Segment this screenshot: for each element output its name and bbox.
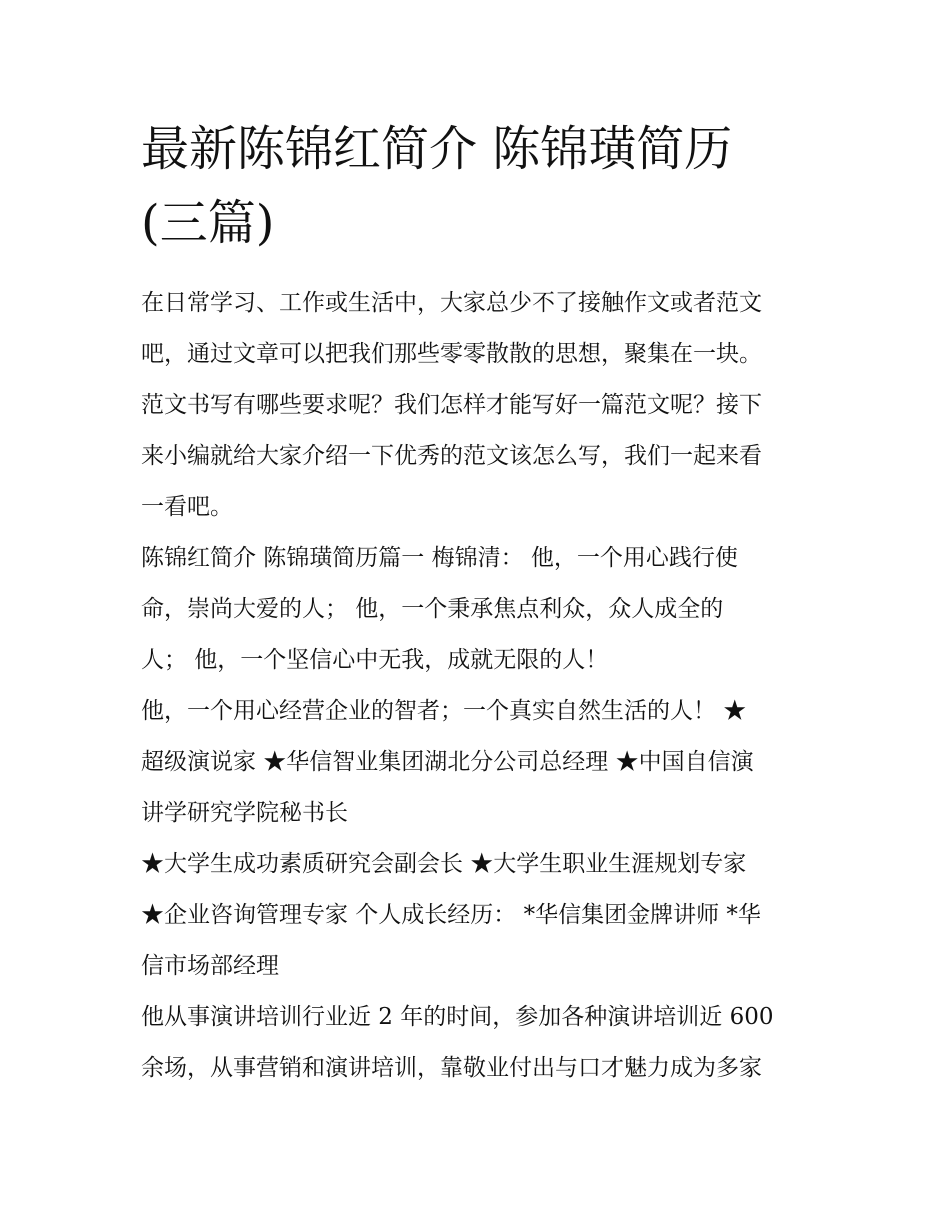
text-line: 吧，通过文章可以把我们那些零零散散的思想，聚集在一块。: [141, 341, 762, 367]
document-body: [141, 278, 821, 1094]
text-line: 他，一个用心经营企业的智者；一个真实自然生活的人！ ★: [141, 698, 747, 724]
paragraph-profile: [141, 533, 821, 686]
text-line: 人； 他，一个坚信心中无我，成就无限的人！: [141, 647, 609, 673]
text-line: 陈锦红简介 陈锦璜简历篇一 梅锦清： 他，一个用心践行使: [141, 545, 738, 571]
title-line-2: (三篇): [141, 195, 275, 251]
text-line: 命，崇尚大爱的人； 他，一个秉承焦点利众，众人成全的: [141, 596, 724, 622]
paragraph-career: [141, 992, 821, 1094]
text-line: 一看吧。: [141, 494, 233, 520]
text-line: 信市场部经理: [141, 953, 279, 979]
document-title: [141, 112, 841, 260]
text-line: 在日常学习、工作或生活中，大家总少不了接触作文或者范文: [141, 290, 762, 316]
text-line: 讲学研究学院秘书长: [141, 800, 348, 826]
paragraph-experience: [141, 839, 821, 992]
text-line: 超级演说家 ★华信智业集团湖北分公司总经理 ★中国自信演: [141, 749, 754, 775]
paragraph-intro: [141, 278, 821, 533]
text-line: 范文书写有哪些要求呢？我们怎样才能写好一篇范文呢？接下: [141, 392, 762, 418]
title-line-1: 最新陈锦红简介 陈锦璜简历: [141, 121, 733, 177]
text-line: 余场，从事营销和演讲培训，靠敬业付出与口才魅力成为多家: [141, 1055, 762, 1081]
text-line: ★企业咨询管理专家 个人成长经历： *华信集团金牌讲师 *华: [141, 902, 761, 928]
text-line: 他从事演讲培训行业近 2 年的时间，参加各种演讲培训近 600: [141, 1004, 774, 1030]
paragraph-titles: [141, 686, 821, 839]
text-line: ★大学生成功素质研究会副会长 ★大学生职业生涯规划专家: [141, 851, 747, 877]
text-line: 来小编就给大家介绍一下优秀的范文该怎么写，我们一起来看: [141, 443, 762, 469]
